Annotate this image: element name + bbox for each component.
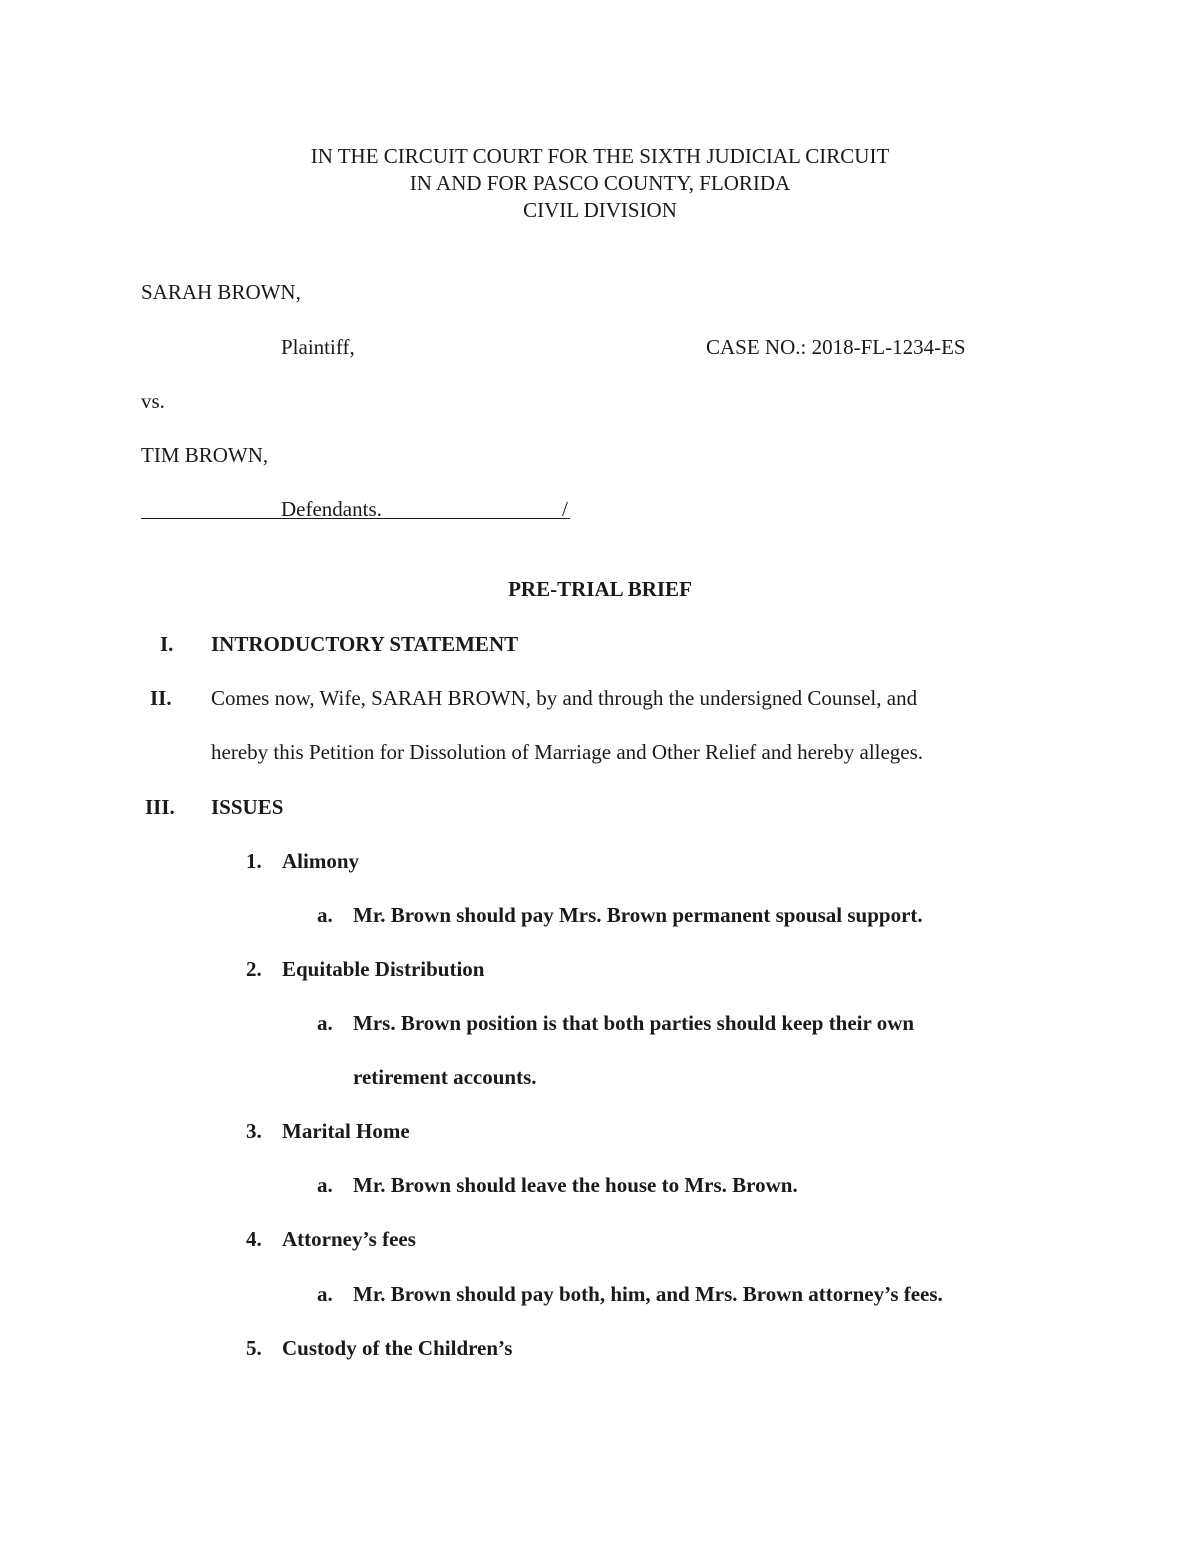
section-numeral: II.	[150, 686, 172, 710]
issue-sub-text: Mr. Brown should pay both, him, and Mrs. Brown attorney’s fees.	[353, 1282, 943, 1306]
issue-sub-text: Mr. Brown should pay Mrs. Brown permanent spousal support.	[353, 903, 923, 927]
court-heading-line-3: CIVIL DIVISION	[523, 198, 677, 222]
versus: vs.	[141, 389, 165, 413]
issue-sub-letter: a.	[317, 1282, 333, 1306]
issue-title: Equitable Distribution	[282, 957, 485, 981]
issue-title: Marital Home	[282, 1119, 410, 1143]
section-numeral: III.	[145, 795, 175, 819]
document-title: PRE-TRIAL BRIEF	[508, 577, 692, 601]
caption-slash: /	[562, 497, 568, 521]
issue-number: 3.	[246, 1119, 262, 1143]
plaintiff-role: Plaintiff,	[281, 335, 355, 359]
defendant-name: TIM BROWN,	[141, 443, 269, 467]
court-heading-line-2: IN AND FOR PASCO COUNTY, FLORIDA	[409, 171, 791, 195]
issue-number: 4.	[246, 1227, 262, 1251]
issue-sub-letter: a.	[317, 1011, 333, 1035]
issue-sub-letter: a.	[317, 1173, 333, 1197]
issue-title: Custody of the Children’s	[282, 1336, 513, 1360]
issue-number: 1.	[246, 849, 262, 873]
case-number: CASE NO.: 2018-FL-1234-ES	[706, 335, 966, 359]
issue-sub-text: Mrs. Brown position is that both parties should keep their own	[353, 1011, 915, 1035]
issue-sub-text: retirement accounts.	[353, 1065, 537, 1089]
paragraph-line: Comes now, Wife, SARAH BROWN, by and through the undersigned Counsel, and	[211, 686, 918, 710]
court-heading-line-1: IN THE CIRCUIT COURT FOR THE SIXTH JUDICIAL CIRCUIT	[310, 144, 890, 168]
issue-number: 5.	[246, 1336, 262, 1360]
issue-sub-letter: a.	[317, 903, 333, 927]
section-heading: ISSUES	[211, 795, 284, 819]
section-numeral: I.	[160, 632, 174, 656]
section-heading: INTRODUCTORY STATEMENT	[211, 632, 519, 656]
defendant-role: Defendants.	[281, 497, 382, 521]
paragraph-line: hereby this Petition for Dissolution of Marriage and Other Relief and hereby alleges.	[211, 740, 924, 764]
issue-title: Attorney’s fees	[282, 1227, 416, 1251]
issue-number: 2.	[246, 957, 262, 981]
issue-sub-text: Mr. Brown should leave the house to Mrs. Brown.	[353, 1173, 798, 1197]
issue-title: Alimony	[282, 849, 360, 873]
plaintiff-name: SARAH BROWN,	[141, 280, 301, 304]
